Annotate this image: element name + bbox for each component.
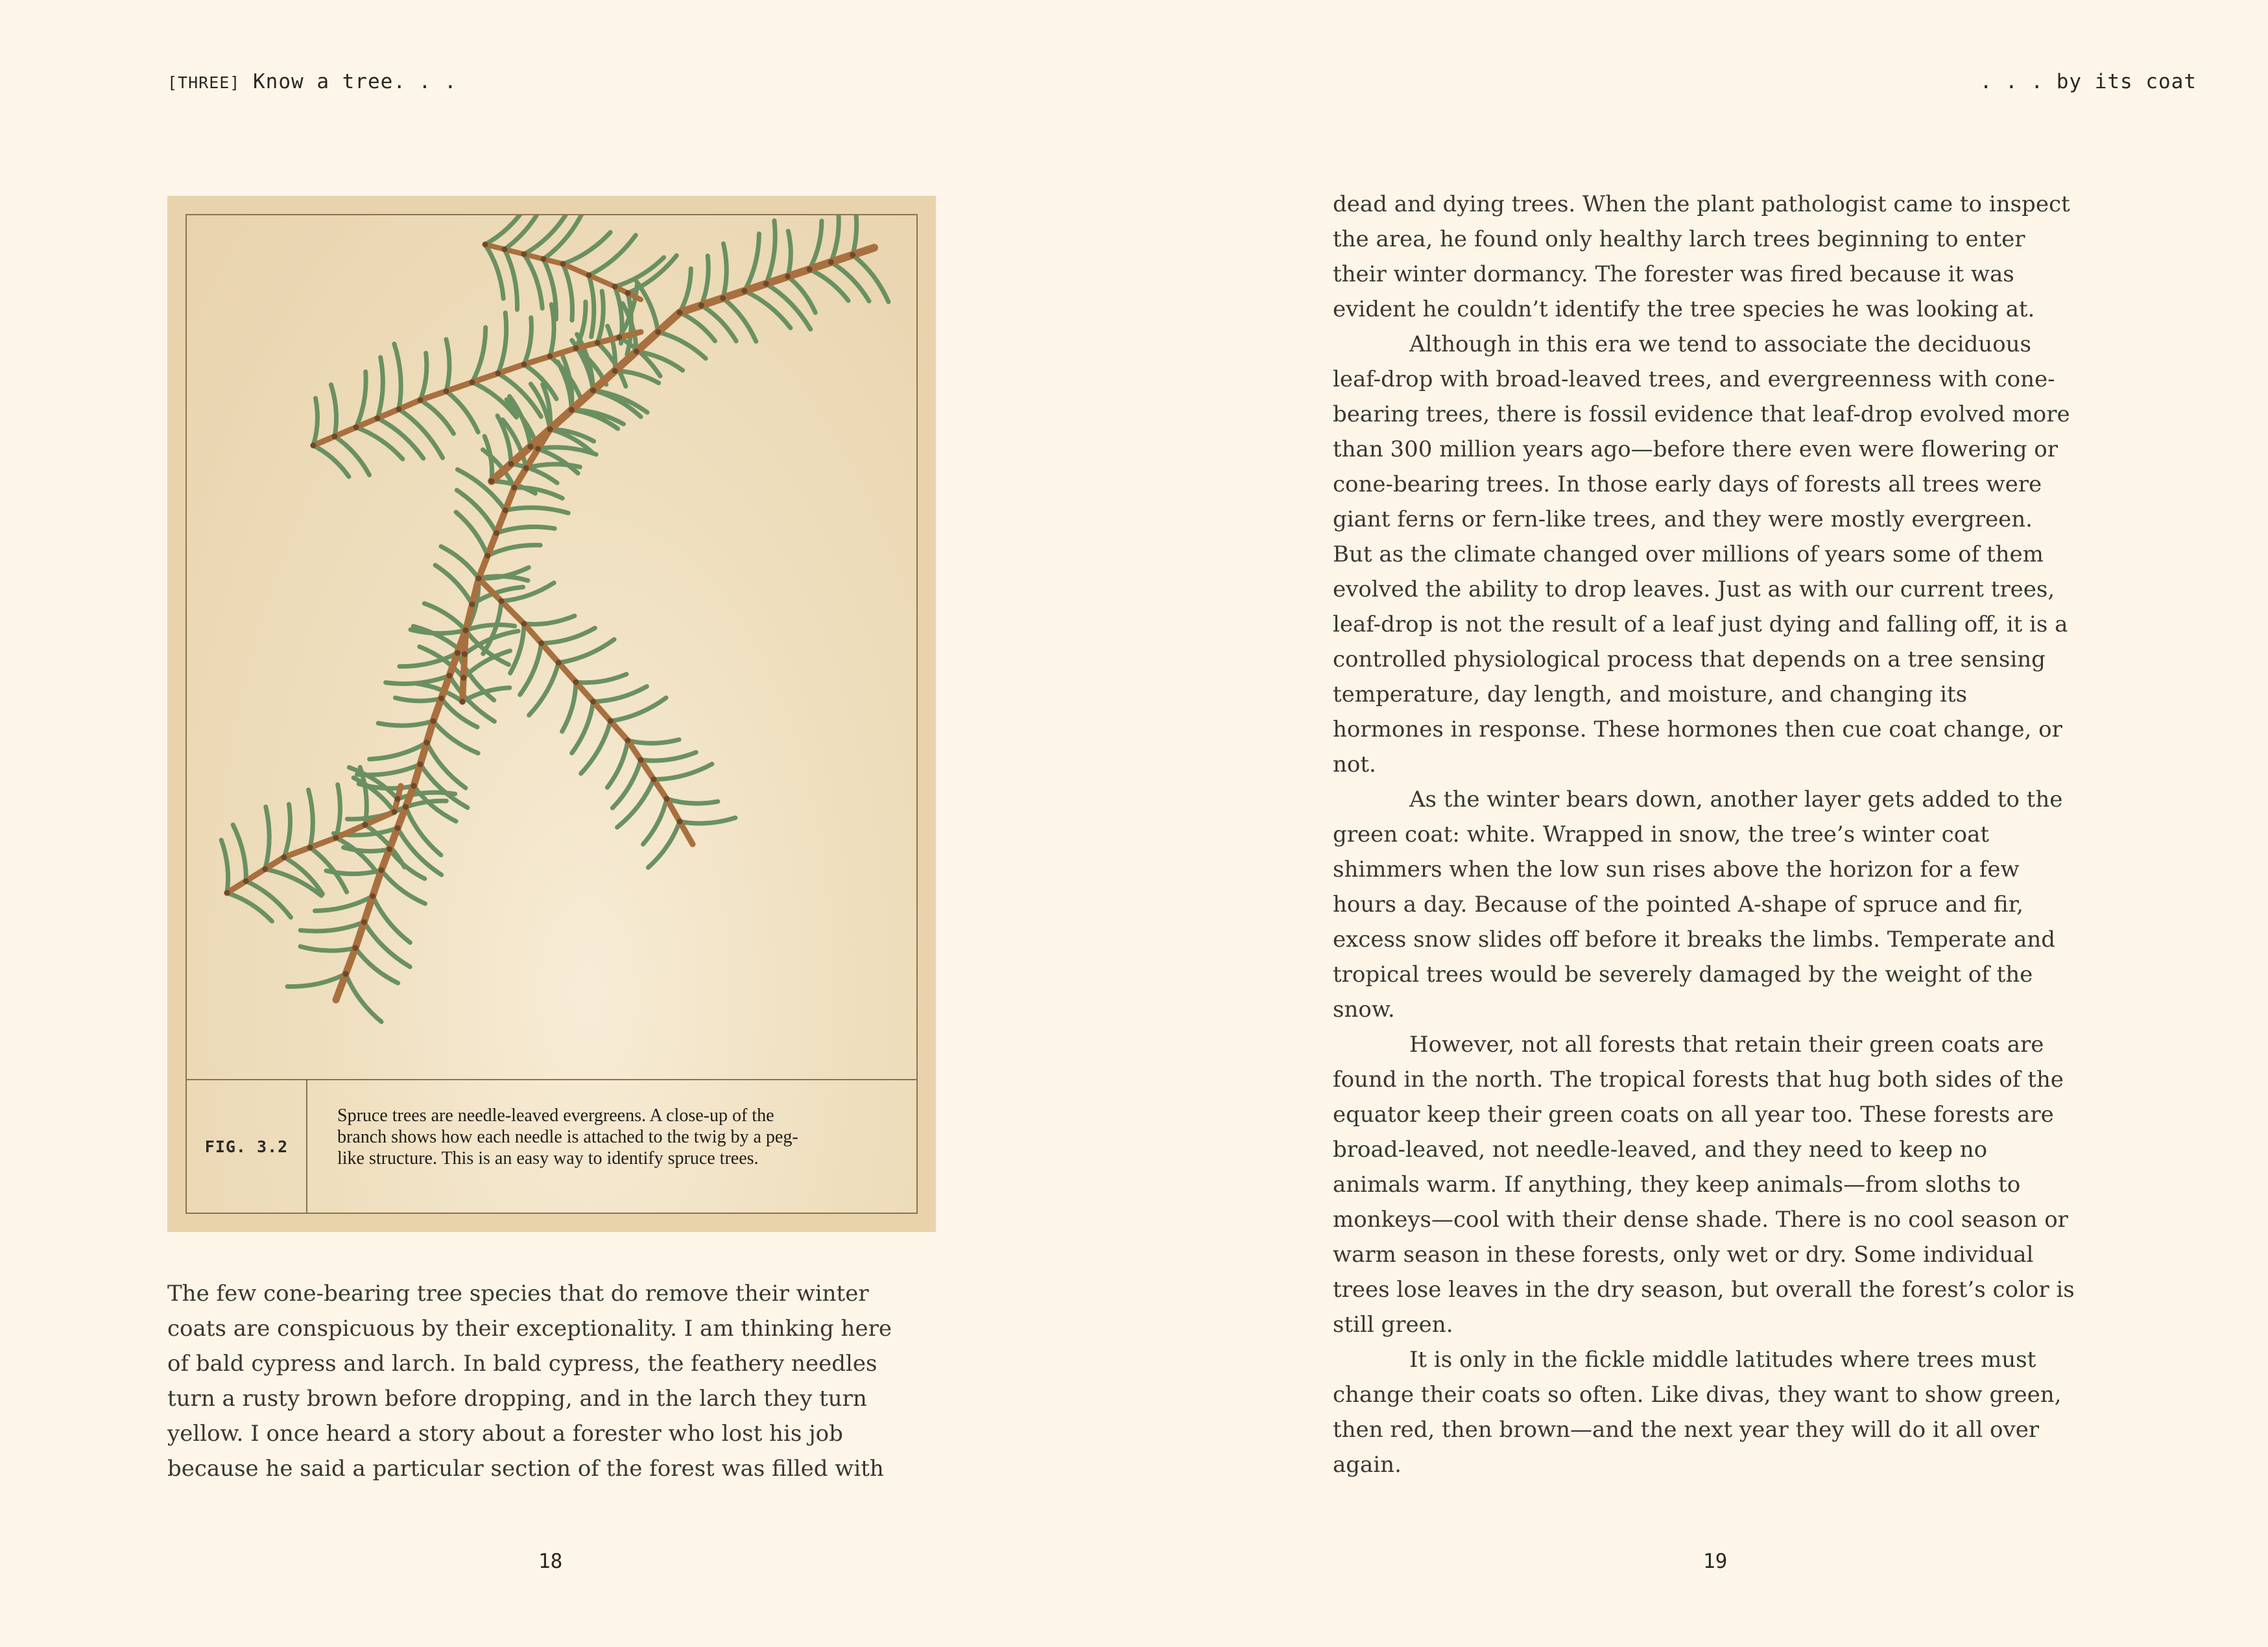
needle-peg [460,675,466,681]
needle [331,385,336,436]
needle-peg [403,804,409,810]
needle [472,327,486,383]
needle [357,764,420,775]
needle [315,896,373,911]
needle [378,721,433,726]
needle-peg [489,479,495,484]
needle [701,256,708,305]
needle-peg [411,783,417,789]
needle [221,840,228,894]
needle [607,741,628,787]
needle [572,702,593,753]
needle-peg [502,246,508,252]
needle [643,799,667,844]
needle [524,318,531,364]
needle [628,740,679,744]
paragraph: dead and dying trees. When the plant pathologist came to inspect the area, he found only healthy larch trees beginning to enter their winter dormancy. The forester was fired because it was evident he couldn’t identify the tree species he was looking at. [1333,191,2070,322]
chapter-number: [THREE] [167,73,241,92]
needle [446,339,449,391]
needle-peg [608,718,614,724]
needle [309,790,313,847]
needle-peg [828,259,834,265]
needle-peg [333,835,339,841]
needle-peg [353,425,359,431]
branch-twig [479,578,693,844]
needle [853,255,889,302]
needle-peg [375,416,381,421]
needle [831,262,869,301]
body-text-right [1333,187,2079,1482]
needle [390,849,425,879]
needle [488,545,540,556]
needle-peg [677,310,683,316]
needle [667,799,718,803]
needle [641,752,696,761]
needle [485,215,527,244]
figure-frame [185,214,918,1214]
needle [550,305,554,357]
needle [466,625,515,630]
needle-peg [470,379,475,385]
needle [593,687,647,702]
needle-peg [455,650,460,656]
needle [766,220,775,283]
needle-peg [547,427,553,432]
needle [300,947,355,951]
needle-peg [243,878,249,884]
needle-peg [807,267,813,272]
needle-peg [541,256,547,262]
needle [628,255,676,293]
needle [723,298,756,342]
needle [356,372,366,427]
needle-peg [850,252,855,258]
needle-peg [361,919,367,925]
needle-peg [395,825,401,831]
needle-peg [612,284,618,290]
needle [411,630,466,634]
needle-peg [512,485,518,491]
needle-peg [521,252,527,257]
needle-peg [311,443,316,449]
needle [563,232,610,264]
needle [543,259,556,320]
page-number-right: 19 [1703,1550,1728,1573]
needle-peg [463,628,469,634]
needle [542,628,595,643]
needle [658,332,706,359]
needle [396,698,442,701]
right-page [1134,0,2268,1647]
needle-peg [503,508,508,514]
needle-peg [387,846,392,852]
needle [420,353,427,401]
needle-peg [625,290,631,296]
needle [420,400,453,434]
needle-peg [742,288,748,294]
needle-peg [499,598,505,604]
needle [680,313,715,341]
needle-peg [556,660,562,666]
needle-peg [616,335,622,340]
needle [377,357,383,418]
needle-peg [370,894,376,899]
needle-peg [535,446,541,452]
needle [497,527,555,533]
needle [435,565,472,604]
needle-peg [418,761,424,767]
needle [233,825,246,881]
needle [370,742,427,759]
needle [336,785,340,838]
needle-peg [392,809,398,815]
needle-peg [528,444,534,449]
needle-peg [262,866,268,872]
needle [617,779,654,827]
needle-peg [664,796,670,802]
needle [562,682,576,731]
needle-peg [476,576,482,582]
caption-box [187,1079,916,1213]
page-number-left: 18 [538,1550,563,1573]
needle [809,269,848,300]
needle [501,583,554,601]
needle [346,974,381,1022]
needle [597,291,603,343]
needle-peg [634,349,639,355]
needle-peg [353,945,359,951]
needle-peg [595,340,601,346]
needle-peg [677,819,683,825]
needle [563,264,573,320]
figure-caption: Spruce trees are needle-leaved evergreens. A close-up of the branch shows how each needle is attached to the twig by a peg-like structure. This is an easy way to identify spruce trees. [337,1106,798,1168]
needle [589,235,636,276]
needle-peg [495,370,501,376]
needle-peg [343,971,349,977]
needle [612,760,641,808]
needle-peg [224,890,230,896]
needle [373,896,411,943]
needle-peg [444,388,449,394]
needle [246,881,291,918]
running-head-right: . . . by its coat [1979,70,2197,93]
needle-peg [363,822,368,828]
paragraph: Although in this era we tend to associate the deciduous leaf-drop with broad-leaved trees, and evergreenness with cone-bearing trees, there is fossil evidence that leaf-drop evolved more than 300 million years ago—before there even were flowering or cone-bearing trees. In those early days of forests all trees were giant ferns or fern-like trees, and they were mostly evergreen. But as the climate changed over millions of years some of them evolved the ability to drop leaves. Just as with our current trees, leaf-drop is not the result of a leaf just dying and falling off, it is a controlled physiological process that depends on a tree sensing temperature, day length, and moisture, and changing its hormones in response. These hormones then cue coat change, or not. [1333,331,2070,777]
needle-peg [785,274,791,279]
needle-peg [508,461,514,467]
needle-peg [651,777,657,783]
spruce-branch-illustration [187,215,916,1082]
needle [505,250,518,310]
needle [227,893,272,921]
needle [701,305,736,341]
needle [485,244,503,298]
needle [576,674,627,683]
needle [359,784,414,788]
needle [524,616,575,624]
needle [394,344,401,409]
needle-peg [470,602,475,608]
needle-peg [655,329,661,335]
needle [284,804,290,857]
needle [424,604,466,630]
needle [313,398,317,445]
needle-peg [538,641,544,646]
needle-peg [547,353,553,359]
needle-peg [560,261,566,267]
needle-peg [698,302,704,308]
needle [287,974,346,986]
needle [558,639,614,663]
needle [456,512,488,556]
needle [313,445,349,477]
branch-twig [227,786,401,893]
running-head-left [167,70,457,93]
needle [853,215,857,255]
needle-peg [424,740,430,746]
needle [526,464,580,468]
needle [457,490,496,533]
needle-peg [612,368,618,374]
needle [520,643,542,694]
needle [326,870,381,874]
needle [300,922,364,931]
needle [589,276,594,337]
paragraph: The few cone-bearing tree species that do remove their winter coats are conspicuous by their exceptionality. I am thinking here of bald cypress and larch. In bald cypress, the feathery needles turn a rusty brown before dropping, and in the larch they turn yellow. I once heard a story about a forester who lost his job because he said a particular section of the forest was filled with [167,1281,892,1482]
needle-peg [586,272,592,278]
needle-peg [625,738,631,744]
chapter-title: Know a tree. . . [240,70,457,93]
needle [505,508,568,513]
needle-peg [569,407,575,413]
needle-peg [763,281,769,287]
needle [680,818,735,824]
needle-peg [590,699,596,705]
needle-peg [438,696,444,702]
needle [745,234,759,291]
body-text-left [167,1276,913,1486]
needle-peg [332,434,338,440]
figure-plate [167,196,936,1232]
figure-label: FIG. 3.2 [187,1080,307,1213]
needle-peg [573,346,579,351]
needle-peg [523,466,529,471]
paragraph: It is only in the fickle middle latitudes where trees must change their coats so often. Like divas, they want to show green, then red, then brown—and the next year they will do it all over again. [1333,1347,2062,1478]
needle-peg [396,407,402,412]
paragraph: However, not all forests that retain their green coats are found in the north. The tropical forests that hug both sides of the equator keep their green coats on all year too. These forests are broad-leaved, not needle-leaved, and they need to keep no animals warm. If anything, they keep animals—from sloths to monkeys—cool with their dense shade. There is no cool season or warm season in these forests, only wet or dry. Some individual trees lose leaves in the dry season, but overall the forest’s color is still green. [1333,1032,2075,1338]
needle-peg [483,242,488,248]
needle-peg [638,757,644,763]
needle [654,764,712,779]
needle [788,231,791,276]
needle [364,922,410,967]
needle [399,409,443,458]
needle-peg [462,651,468,657]
needle-peg [431,718,436,724]
needle [610,698,666,721]
needle-peg [307,845,313,851]
needle-peg [418,397,424,403]
needle-peg [379,868,385,873]
paragraph: As the winter bears down, another layer gets added to the green coat: white. Wrapped in snow, the tree’s winter coat shimmers when the low sun rises above the horizon for a few hours a day. Because of the pointed A-shape of spruce and fir, excess snow slides off before it breaks the limbs. Temperate and tropical trees would be severely damaged by the weight of the snow. [1333,787,2063,1023]
needle [265,807,269,869]
needle [524,364,556,399]
needle-peg [447,673,453,679]
needle-peg [573,680,579,685]
needle-peg [521,362,527,368]
needle-peg [281,855,287,860]
needle-peg [720,295,726,301]
needle [344,847,390,851]
needle-peg [494,530,499,536]
needle-peg [484,553,490,559]
needle-peg [521,621,527,627]
needle [514,488,562,498]
needle [524,254,542,308]
needle [386,676,449,683]
needle [831,215,839,262]
needle [723,244,727,298]
needle [336,838,377,872]
needle-peg [460,699,466,705]
needle-peg [395,796,401,802]
needle-peg [590,388,596,394]
needle [335,436,370,475]
needle [498,313,507,373]
